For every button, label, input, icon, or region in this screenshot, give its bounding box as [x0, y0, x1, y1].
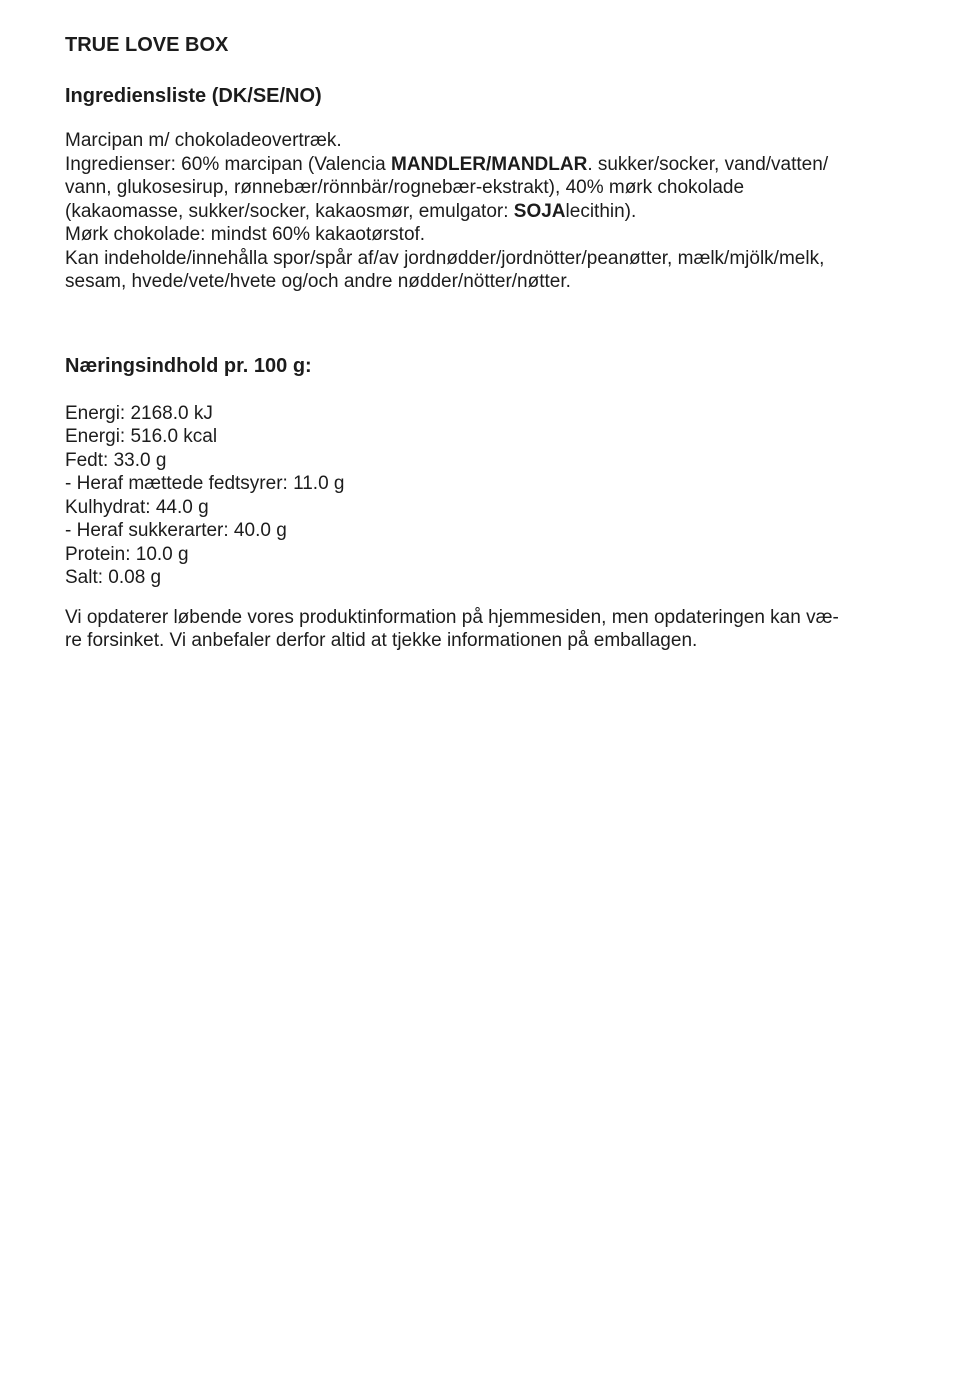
text-line — [65, 402, 930, 426]
page-title: TRUE LOVE BOX — [65, 34, 229, 56]
text-line — [65, 270, 930, 294]
text-segment: Ingredienser: 60% marcipan (Valencia — [65, 153, 391, 175]
text-line — [65, 223, 930, 247]
text-line — [65, 200, 930, 224]
text-segment: Energi: 2168.0 kJ — [65, 402, 213, 424]
text-line — [65, 566, 930, 590]
text-segment: Kan indeholde/innehålla spor/spår af/av jordnødder/jordnötter/peanøtter, mælk/mjölk/melk, — [65, 247, 825, 269]
ingredients-paragraph — [65, 129, 930, 294]
text-segment: vann, glukosesirup, rønnebær/rönnbär/rognebær-ekstrakt), 40% mørk chokolade — [65, 177, 745, 198]
nutrition-facts-list — [65, 402, 930, 590]
text-line — [65, 519, 930, 543]
text-line — [65, 629, 930, 653]
text-line — [65, 543, 930, 567]
text-segment: Protein: 10.0 g — [65, 543, 189, 565]
text-segment: Salt: 0.08 g — [65, 567, 162, 588]
text-line — [65, 176, 930, 200]
bold-emphasis-text: MANDLER/MANDLAR — [391, 153, 588, 175]
text-segment: Fedt: 33.0 g — [65, 449, 167, 471]
text-line — [65, 472, 930, 496]
text-segment: Marcipan m/ chokoladeovertræk. — [65, 130, 342, 151]
text-line — [65, 153, 930, 177]
text-segment: Kulhydrat: 44.0 g — [65, 496, 209, 518]
text-segment: re forsinket. Vi anbefaler derfor altid at tjekke informationen på emballagen. — [65, 630, 698, 651]
ingredients-heading: Ingrediensliste (DK/SE/NO) — [65, 85, 322, 107]
disclaimer-paragraph — [65, 606, 930, 653]
text-line — [65, 425, 930, 449]
nutrition-heading: Næringsindhold pr. 100 g: — [65, 354, 312, 377]
text-segment: sesam, hvede/vete/hvete og/och andre nødder/nötter/nøtter. — [65, 271, 571, 292]
text-segment: (kakaomasse, sukker/socker, kakaosmør, emulgator: — [65, 200, 514, 222]
bold-emphasis-text: SOJA — [513, 200, 566, 222]
text-line — [65, 449, 930, 473]
text-segment: - Heraf mættede fedtsyrer: 11.0 g — [65, 473, 345, 494]
text-segment: Mørk chokolade: mindst 60% kakaotørstof. — [65, 224, 426, 245]
text-segment: Vi opdaterer løbende vores produktinformation på hjemmesiden, men opdateringen kan væ- — [65, 606, 839, 628]
text-line — [65, 247, 930, 271]
text-segment: lecithin). — [565, 200, 637, 222]
text-line — [65, 129, 930, 153]
text-line — [65, 496, 930, 520]
text-segment: - Heraf sukkerarter: 40.0 g — [65, 520, 287, 541]
text-segment: Energi: 516.0 kcal — [65, 426, 218, 447]
text-segment: . sukker/socker, vand/vatten/ — [587, 153, 829, 175]
text-line — [65, 606, 930, 630]
